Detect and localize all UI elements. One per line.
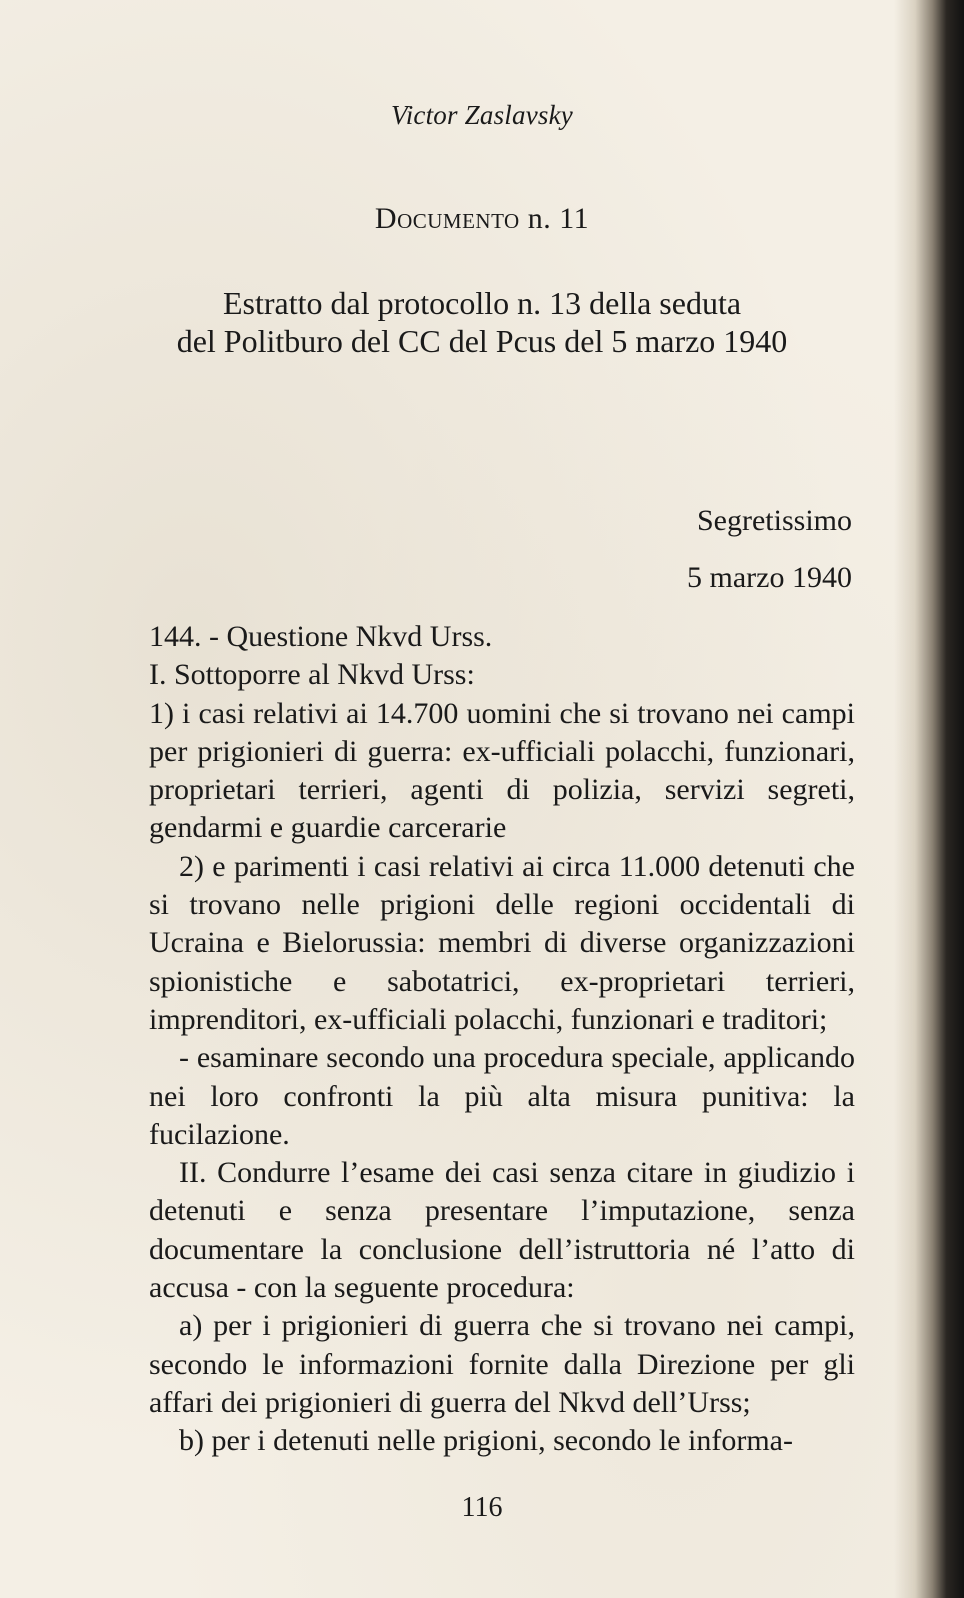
body-paragraph-1: 144. - Questione Nkvd Urss. <box>149 620 493 653</box>
body-paragraph-3: 1) i casi relativi ai 14.700 uomini che si trovano nei campi per prigionieri di guerra: ex-ufficiali polacchi, funzionari, proprietari terrieri, agenti di polizia, servizi segreti, gendarmi e guardie carcerarie <box>149 696 855 845</box>
body-paragraph-5: - esaminare secondo una procedura speciale, applicando nei loro confronti la più alta misura punitiva: la fucilazione. <box>149 1041 855 1151</box>
document-title <box>0 202 964 236</box>
document-body <box>149 618 855 1461</box>
body-paragraph-7: a) per i prigionieri di guerra che si trovano nei campi, secondo le informazioni fornite dalla Direzione per gli affari dei prigionieri di guerra del Nkvd dell’Urss; <box>149 1309 855 1419</box>
body-paragraph-6: II. Condurre l’esame dei casi senza citare in giudizio i detenuti e senza presentare l’imputazione, senza documentare la conclusione dell’istruttoria né l’atto di accusa - con la seguente procedura: <box>149 1156 855 1305</box>
page-number: 116 <box>461 1492 503 1523</box>
page-gutter-shadow <box>894 0 964 1598</box>
subtitle-line-2: del Politburo del CC del Pcus del 5 marzo 1940 <box>176 323 788 359</box>
classification-label: Segretissimo <box>697 504 852 537</box>
document-title-prefix: Documento <box>374 202 520 235</box>
running-head: Victor Zaslavsky <box>391 100 573 130</box>
body-paragraph-2: I. Sottoporre al Nkvd Urss: <box>149 658 475 692</box>
body-paragraph-4: 2) e parimenti i casi relativi ai circa 11.000 detenuti che si trovano nelle prigioni delle regioni occidentali di Ucraina e Bielorussia: membri di diverse organizzazioni spionistiche e sabotatrici, ex-proprietari terrieri, imprenditori, ex-ufficiali polacchi, funzionari e traditori; <box>149 849 855 1036</box>
document-title-number: n. 11 <box>527 202 590 235</box>
subtitle-line-1: Estratto dal protocollo n. 13 della seduta <box>222 285 742 321</box>
document-date: 5 marzo 1940 <box>687 561 852 594</box>
document-subtitle <box>0 284 964 360</box>
body-paragraph-8: b) per i detenuti nelle prigioni, secondo le informa- <box>179 1424 793 1458</box>
